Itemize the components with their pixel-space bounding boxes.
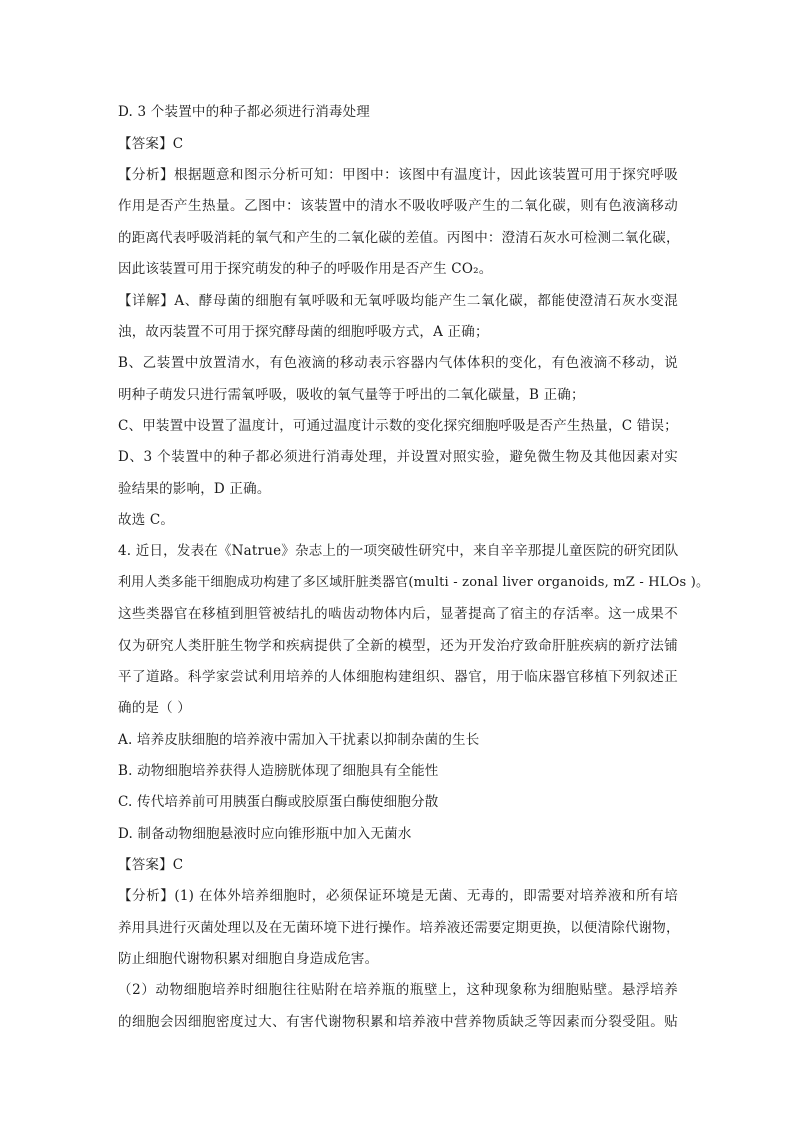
analysis-line: 防止细胞代谢物积累对细胞自身造成危害。 [118, 951, 379, 967]
explanation-line: C、甲装置中设置了温度计，可通过温度计示数的变化探究细胞呼吸是否产生热量，C 错误； [118, 418, 678, 434]
answer-label: 【答案】C [118, 136, 184, 152]
explanation-line: 明种子萌发只进行需氧呼吸，吸收的氧气量等于呼出的二氧化碳量，B 正确； [118, 387, 585, 403]
analysis-line: （2）动物细胞培养时细胞往往贴附在培养瓶的瓶壁上，这种现象称为细胞贴壁。悬浮培养 [118, 982, 678, 998]
analysis-line: 因此该装置可用于探究萌发的种子的呼吸作用是否产生 CO₂。 [118, 261, 493, 277]
answer-label: 【答案】C [118, 857, 184, 873]
question-4-stem: 这些类器官在移植到胆管被结扎的啮齿动物体内后，显著提高了宿主的存活率。这一成果不 [118, 606, 678, 622]
question-4-stem: 确的是（ ） [118, 700, 191, 716]
conclusion-line: 故选 C。 [118, 512, 175, 528]
analysis-line: 【分析】根据题意和图示分析可知：甲图中：该图中有温度计，因此该装置可用于探究呼吸 [118, 167, 678, 183]
question-4-stem: 4. 近日，发表在《Natrue》杂志上的一项突破性研究中，来自辛辛那提儿童医院的研究团队 [118, 543, 679, 559]
explanation-line: 验结果的影响，D 正确。 [118, 481, 271, 497]
analysis-line: 【分析】(1) 在体外培养细胞时，必须保证环境是无菌、无毒的，即需要对培养液和所有培 [118, 888, 678, 904]
analysis-line: 的距离代表呼吸消耗的氧气和产生的二氧化碳的差值。丙图中：澄清石灰水可检测二氧化碳， [118, 230, 680, 246]
option-b: B. 动物细胞培养获得人造膀胱体现了细胞具有全能性 [118, 763, 439, 779]
explanation-line: B、乙装置中放置清水，有色液滴的移动表示容器内气体体积的变化，有色液滴不移动，说 [118, 355, 678, 371]
option-d: D. 制备动物细胞悬液时应向锥形瓶中加入无菌水 [118, 826, 412, 842]
question-4-stem: 平了道路。科学家尝试利用培养的人体细胞构建组织、器官，用于临床器官移植下列叙述正 [118, 669, 678, 685]
analysis-line: 的细胞会因细胞密度过大、有害代谢物积累和培养液中营养物质缺乏等因素而分裂受阻。贴 [118, 1014, 678, 1030]
explanation-line: 浊，故丙装置不可用于探究酵母菌的细胞呼吸方式，A 正确； [118, 324, 489, 340]
question-4-stem: 利用人类多能干细胞成功构建了多区域肝脏类器官(multi - zonal liver organoids, mZ - HLOs )。 [118, 575, 710, 590]
analysis-line: 养用具进行灭菌处理以及在无菌环境下进行操作。培养液还需要定期更换，以便清除代谢物， [118, 920, 680, 936]
explanation-line: 【详解】A、酵母菌的细胞有氧呼吸和无氧呼吸均能产生二氧化碳，都能使澄清石灰水变混 [118, 293, 678, 309]
option-a: A. 培养皮肤细胞的培养液中需加入干扰素以抑制杂菌的生长 [118, 732, 480, 748]
option-d-line: D. 3 个装置中的种子都必须进行消毒处理 [118, 104, 371, 120]
option-c: C. 传代培养前可用胰蛋白酶或胶原蛋白酶使细胞分散 [118, 794, 439, 810]
question-4-stem: 仅为研究人类肝脏生物学和疾病提供了全新的模型，还为开发治疗致命肝脏疾病的新疗法铺 [118, 638, 678, 654]
analysis-line: 作用是否产生热量。乙图中：该装置中的清水不吸收呼吸产生的二氧化碳，则有色液滴移动 [118, 198, 678, 214]
explanation-line: D、3 个装置中的种子都必须进行消毒处理，并设置对照实验，避免微生物及其他因素对实 [118, 449, 678, 465]
